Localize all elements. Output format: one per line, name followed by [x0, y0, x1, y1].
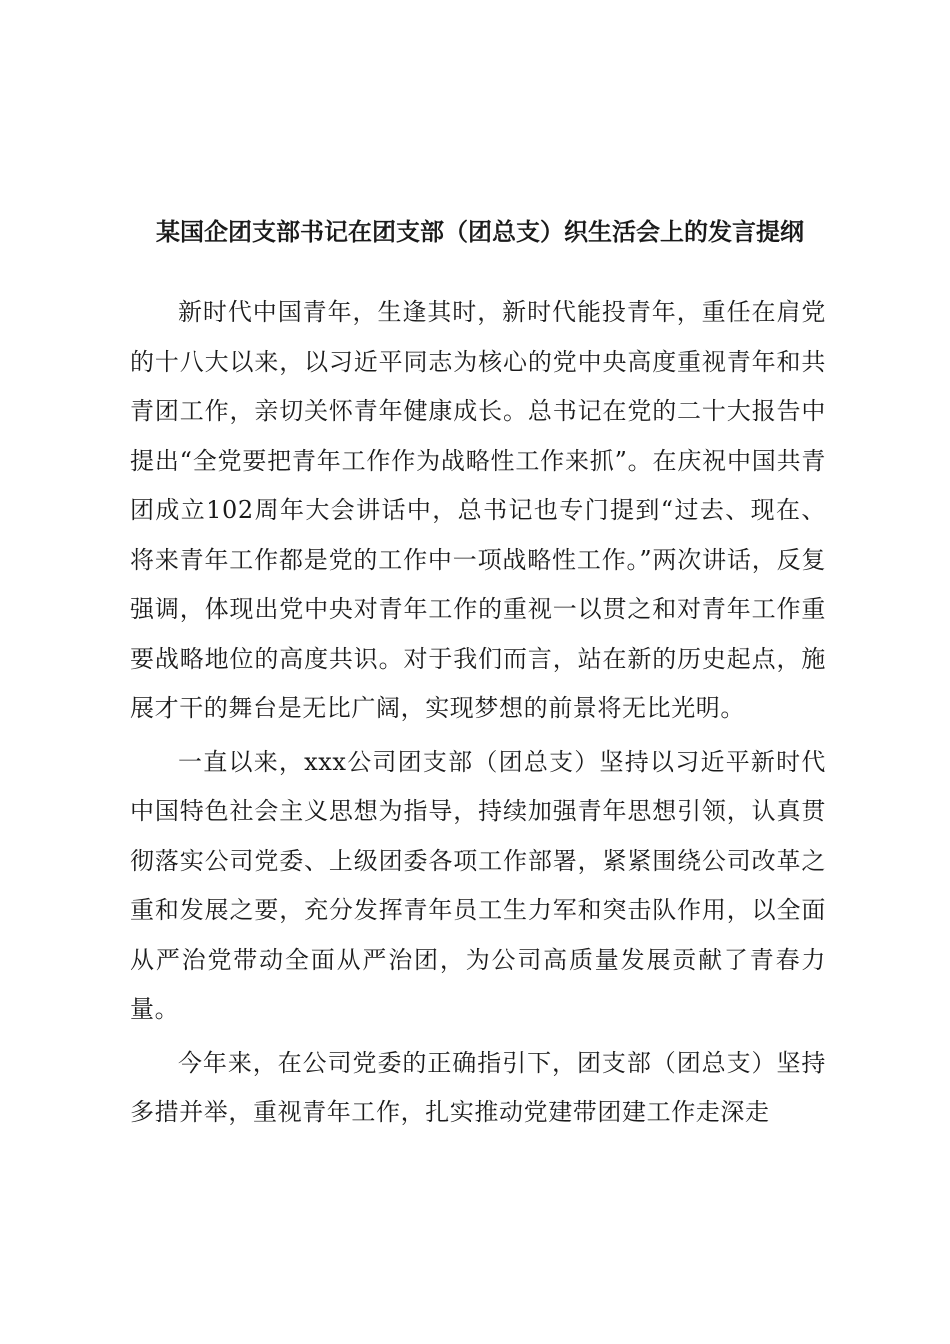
paragraph-2: 一直以来，xxx公司团支部（团总支）坚持以习近平新时代中国特色社会主义思想为指导，持续加强青年思想引领，认真贯彻落实公司党委、上级团委各项工作部署，紧紧围绕公司改革之重和发展之要，充分发挥青年员工生力军和突击队作用，以全面从严治党带动全面从严治团，为公司高质量发展贡献了青春力量。	[130, 747, 826, 1023]
document-title: 某国企团支部书记在团支部（团总支）织生活会上的发言提纲	[156, 218, 804, 246]
document-body	[130, 288, 826, 1142]
paragraph-3: 今年来，在公司党委的正确指引下，团支部（团总支）坚持多措并举，重视青年工作，扎实推动党建带团建工作走深走	[130, 1048, 826, 1126]
paragraph-1: 新时代中国青年，生逢其时，新时代能投青年，重任在肩党的十八大以来，以习近平同志为核心的党中央高度重视青年和共青团工作，亲切关怀青年健康成长。总书记在党的二十大报告中提出“全党要把青年工作作为战略性工作来抓”。在庆祝中国共青团成立102周年大会讲话中，总书记也专门提到“过去、现在、将来青年工作都是党的工作中一项战略性工作。”两次讲话，反复强调，体现出党中央对青年工作的重视一以贯之和对青年工作重要战略地位的高度共识。对于我们而言，站在新的历史起点，施展才干的舞台是无比广阔，实现梦想的前景将无比光明。	[130, 298, 826, 722]
